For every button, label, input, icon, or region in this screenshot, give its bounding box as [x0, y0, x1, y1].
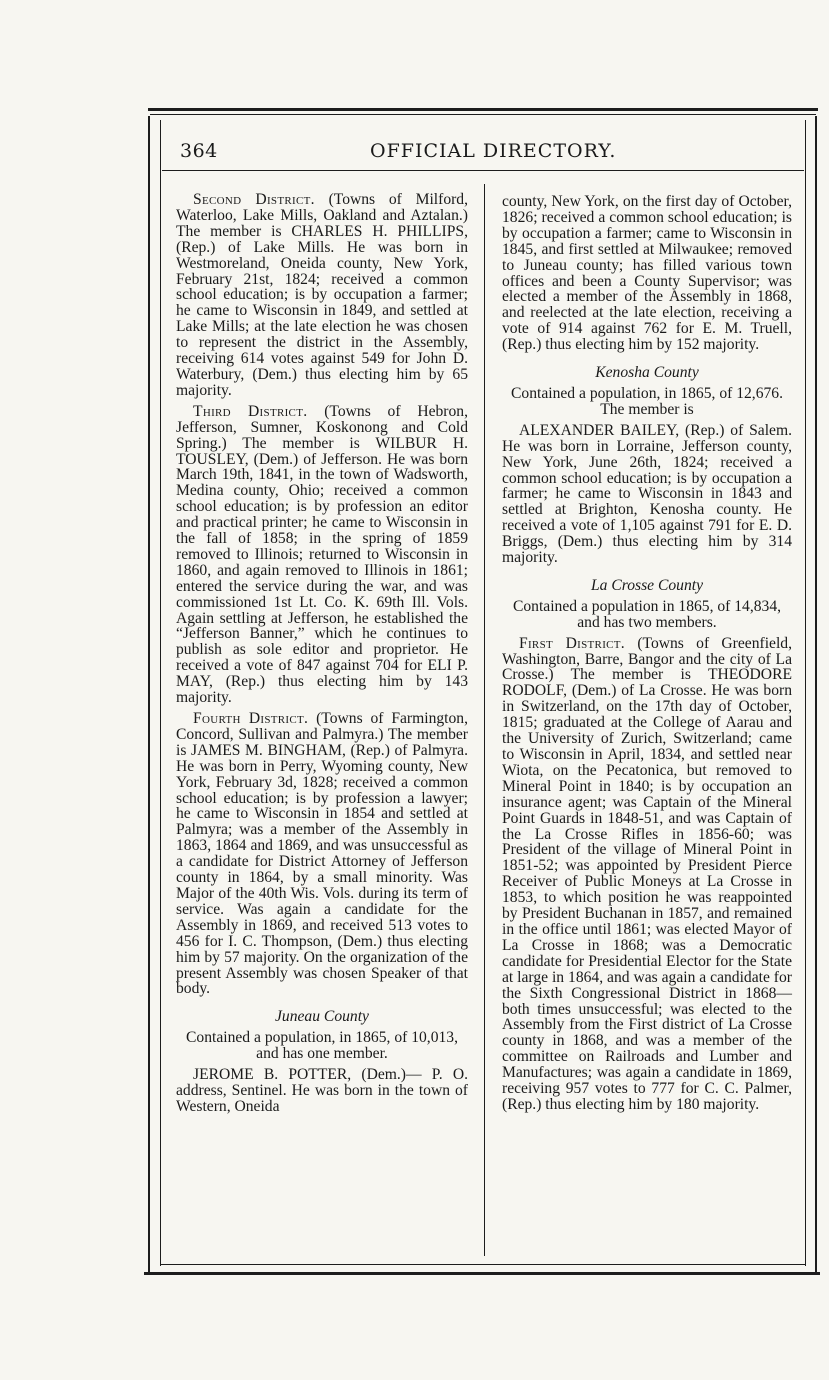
page-header	[180, 140, 792, 166]
second-district-entry	[176, 192, 468, 399]
district-text: (Towns of Hebron, Jefferson, Sumner, Koskonong and Cold Spring.) The member is WILBUR H. TOUSLEY, (Dem.) of Jefferson. He was born March 19th, 1841, in the town of Wadsworth, Medina county, Ohio; received a common school education; is by profession an editor and practical printer; he came to Wisconsin in the fall of 1858; in the spring of 1859 removed to Illinois; returned to Wisconsin in 1860, and again removed to Illinois in 1861; entered the service during the war, and was commissioned 1st Lt. Co. K. 69th Ill. Vols. Again settling at Jefferson, he established the “Jefferson Banner,” which he continues to publish as sole editor and proprietor. He received a vote of 847 against 704 for ELI P. MAY, (Rep.) thus electing him by 143 majority.	[176, 402, 468, 707]
top-border-rule-thin	[150, 114, 816, 115]
page-number: 364	[180, 140, 218, 162]
fourth-district-entry	[176, 711, 468, 997]
county-heading-lacrosse: La Crosse County	[590, 576, 704, 594]
kenosha-member-entry: ALEXANDER BAILEY, (Rep.) of Salem. He was born in Lorraine, Jefferson county, New York, June 26th, 1824; received a common school education; is by occupation a farmer; he came to Wisconsin in 1843 and settled at Brighton, Kenosha county. He received a vote of 1,105 against 791 for E. D. Briggs, (Dem.) thus electing him by 314 majority.	[502, 421, 792, 567]
right-inner-rule	[805, 120, 806, 1266]
county-heading-juneau: Juneau County	[275, 1008, 369, 1026]
juneau-member-entry: JEROME B. POTTER, (Dem.)— P. O. address, Sentinel. He was born in the town of Western, Oneida	[176, 1066, 468, 1115]
juneau-population: Contained a population, in 1865, of 10,013, and has one member.	[186, 1029, 458, 1063]
right-column	[502, 194, 792, 1113]
bottom-inner-rule	[160, 1264, 806, 1265]
running-title: OFFICIAL DIRECTORY.	[370, 140, 617, 162]
lacrosse-first-district-entry	[502, 636, 792, 1113]
right-border-rule	[815, 116, 817, 1274]
district-label: Fourth District.	[193, 710, 309, 727]
top-border-rule-thick	[148, 108, 818, 111]
district-text: (Towns of Greenfield, Washington, Barre, Bangor and the city of La Crosse.) The member is THEODORE RODOLF, (Dem.) of La Crosse. He was born in Switzerland, on the 17th day of October, 1815; graduated at the College of Aarau and the University of Zurich, Switzerland; came to Wisconsin in April, 1834, and settled near Wiota, on the Pecatonica, but removed to Mineral Point in 1840; is by occupation an insurance agent; was Captain of the Mineral Point Guards in 1848-51, and was Captain of the La Crosse Rifles in 1856-60; was President of the village of Mineral Point in 1851-52; was appointed by President Pierce Receiver of Public Moneys at La Crosse in 1853, to which position he was reappointed by President Buchanan in 1857, and remained in the office until 1861; was elected Mayor of La Crosse in 1868; was a Democratic candidate for Presidential Elector for the State at large in 1864, and was again a candidate for the Sixth Congressional District in 1868—both times unsuccessful; was elected to the Assembly from the First district of La Crosse county in 1868, and was a member of the committee on Railroads and Lumber and Manufactures; was again a candidate in 1869, receiving 957 votes to 777 for C. C. Palmer, (Rep.) thus electing him by 180 majority.	[502, 634, 792, 1113]
district-label: Third District.	[193, 402, 308, 420]
kenosha-population: Contained a population, in 1865, of 12,676. The member is	[511, 384, 783, 418]
lacrosse-population: Contained a population in 1865, of 14,834, and has two members.	[512, 597, 782, 631]
district-text: (Towns of Farmington, Concord, Sullivan and Palmyra.) The member is JAMES M. BINGHAM, (Rep.) of Palmyra. He was born in Perry, Wyoming county, New York, February 3d, 1828; received a common school education; is by profession a lawyer; he came to Wisconsin in 1854 and settled at Palmyra; was a member of the Assembly in 1863, 1864 and 1869, and was unsuccessful as a candidate for District Attorney of Jefferson county in 1864, by a small minority. Was Major of the 40th Wis. Vols. during its term of service. Was again a candidate for the Assembly in 1869, and received 513 votes to 456 for I. C. Thompson, (Dem.) thus electing him by 57 majority. On the organization of the present Assembly was chosen Speaker of that body.	[176, 710, 468, 998]
left-border-rule	[148, 116, 150, 1274]
header-under-rule	[162, 170, 804, 171]
district-label: Second District.	[193, 191, 315, 208]
district-label: First District.	[519, 634, 626, 652]
bottom-border-rule	[144, 1272, 820, 1275]
column-divider-rule	[484, 184, 485, 1256]
county-heading-kenosha: Kenosha County	[595, 364, 699, 382]
left-column	[176, 192, 468, 1115]
district-text: (Towns of Milford, Waterloo, Lake Mills, Oakland and Aztalan.) The member is CHARLES H. PHILLIPS, (Rep.) of Lake Mills. He was born in Westmoreland, Oneida county, New York, February 21st, 1824; received a common school education; is by occupation a farmer; he came to Wisconsin in 1849, and settled at Lake Mills; at the late election he was chosen to represent the district in the Assembly, receiving 614 votes against 549 for John D. Waterbury, (Dem.) thus electing him by 65 majority.	[176, 191, 469, 399]
juneau-member-continued: county, New York, on the first day of October, 1826; received a common school education; is by occupation a farmer; came to Wisconsin in 1845, and first settled at Milwaukee; removed to Juneau county; has filled various town offices and been a County Supervisor; was elected a member of the Assembly in 1868, and reelected at the late election, receiving a vote of 914 against 762 for E. M. Truell, (Rep.) thus electing him by 152 majority.	[502, 193, 792, 354]
left-inner-rule	[160, 120, 161, 1266]
third-district-entry	[176, 404, 468, 706]
